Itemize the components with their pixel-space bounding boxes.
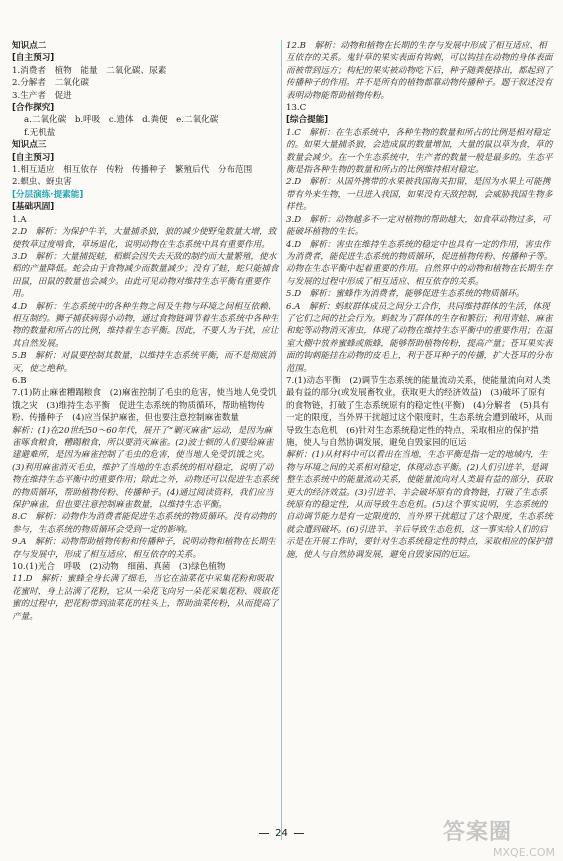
answer-line: 1.A	[12, 214, 27, 225]
answer-line: 解析：(1)从材料中可以看出在当地，生态平衡是指一定的地域内，生物与环境之间的关系相对稳定，体现动态平衡。(2)人们引进羊，是调整生态系统中的能量流动关系，使能量流向对人类最有益的部分，获取更大的经济效益。(3)引进羊、羊会破坏原有的食物链，打破了生态系统原有的稳定性，从而导致生态危机。(5)这个事实说明，生态系统的自动调节能力是有一定限度的，当外界干扰超过了这个限度，生态系统就会遭到破坏。(6)引进羊、羊后导致生态危机，这一事实给人们的启示是在开展工作时，要针对生态系统稳定性的特点，采取相应的保护措施，使人与自然协调发展，避免自毁家园的厄运。	[286, 450, 553, 560]
answer-line: [综合提能]	[286, 115, 329, 126]
answer-line: 1.消费者 植物 能量 二氧化碳、尿素	[12, 65, 167, 76]
answer-line: a.二氧化碳 b.呼吸 c.遗体 d.粪便 e.二氧化碳	[24, 115, 219, 126]
answer-line: 2.D 解析：为保护牛羊，大量捕杀狼，狼的减少使野兔数量大增，致使牧草过度啃食，草场退化，说明动物在生态系统中具有重要作用。	[12, 227, 277, 250]
answer-line: 9.A 解析：动物帮助植物传粉和传播种子，说明动物和植物在长期生存与发展中，形成了相互适应、相互依存的关系。	[12, 537, 276, 560]
answer-line: 6.B	[12, 375, 27, 386]
answer-line: 3.D 解析：大量捕捉蛙，稻螟会因失去天敌的制约而大量繁殖，使水稻的产量降低。蛇会由于食物减少而数量减少；没有了蛙，蛇只能捕食田鼠，田鼠的数量也会减少。由此可见动物对维持生态平衡有重要作用。	[12, 251, 279, 300]
answer-line: 13.C	[286, 103, 307, 114]
answer-line: 4.D 解析：生态系统中的各种生物之间及生物与环境之间相互依赖、相互制约。狮子捕获病弱小动物，通过食物链调节着生态系统中各种生物的数量和所占的比例，维持着生态平衡。因此，不要人为干扰，应让其自然发展。	[12, 301, 279, 349]
right-column	[286, 40, 554, 561]
answer-line: 知识点三	[12, 140, 47, 151]
answer-line: 解析：(1)在20世纪50～60年代，展开了“剿灭麻雀”运动，是因为麻雀啄食粮食，糟蹋粮食，所以要消灭麻雀。(2)波士顿的人们要给麻雀建避难所，是因为麻雀控制了毛虫的危害，使当地人免受饥饿之灾。(3)利用麻雀消灭毛虫，维护了当地的生态系统的相对稳定，说明了动物在维持生态平衡中的重要作用；除此之外，动物还可以促进生态系统的物质循环，帮助植物传粉、传播种子。(4)通过阅读资料，我们应当保护麻雀，但也要注意控制麻雀数量，以维持生态平衡。	[12, 425, 279, 511]
left-column	[12, 40, 280, 623]
answer-line: [自主预习]	[12, 152, 55, 163]
answer-line: 11.D 解析：蜜蜂全身长满了细毛，当它在油菜花中采集花粉和吸取花蜜时，身上沾满了花粉，它从一朵花飞向另一朵花采集花粉、吸取花蜜的过程中，把花粉带到油菜花的柱头上，帮助油菜传粉，从而提高了产量。	[12, 574, 279, 622]
answer-line: 6.A 解析：蚂蚁群体成员之间分工合作，共同维持群体的生活，体现了它们之间的社会行为。蚂蚁为了群体的生存和繁衍；利用青蛙、麻雀和蛇等动物消灭害虫，体现了动物在维持生态平衡中的重要作用；在温室大棚中放养蜜蜂或熊蜂，能够帮助植物传粉，提高产量；苍耳果实表面的钩刺能挂在动物的皮毛上，利于苍耳种子的传播，扩大苍耳的分布范围。	[286, 301, 553, 374]
answer-line: f.无机盐	[24, 127, 56, 138]
answer-line: 5.B 解析：对鼠要控制其数量，以维持生态系统平衡，而不是彻底消灭，使之绝种。	[12, 351, 276, 374]
answer-line: 知识点二	[12, 41, 47, 51]
answer-line: [基础巩固]	[12, 202, 55, 213]
answer-line: 8.C 解析：动物作为消费者能促进生态系统的物质循环。没有动物的参与，生态系统的物质循环会受到一定的影响。	[12, 512, 276, 535]
page-number-text: 24	[275, 828, 288, 839]
answer-line: 2.D 解析：从国外携带的水果被我国海关扣留，是因为水果上可能携带有外来生物，一旦进入我国，如果没有天敌控制，会威胁我国生物多样性。	[286, 177, 553, 213]
answer-line: 1.C 解析：在生态系统中，各种生物的数量和所占的比例是相对稳定的。如果大量捕杀狼，会造成鼠的数量增加，大量的鼠以草为食，草的数量会减少。在一个生态系统中，生产者的数量一般是最多的。生态平衡是指各种生物的数量和所占的比例维持相对稳定。	[286, 127, 553, 176]
watermark-line2: MXQE.COM	[493, 846, 555, 859]
answer-line: [自主预习]	[12, 53, 55, 64]
column-divider	[281, 40, 282, 840]
watermark-line1: 答案圈	[443, 820, 513, 845]
answer-line: 7.(1)动态平衡 (2)调节生态系统的能量流动关系，使能量流向对人类最有益的部分(或发展畜牧业，获取更大的经济效益) (3)破坏了原有的食物链，打破了生态系统原有的稳定性(平衡) (4)分解者 (5)具有一定的限度，当外界干扰超过这个限度时，生态系统会遭到破坏，从而导致生态危机 (6)针对生态系统稳定性的特点，采取相应的保护措施，使人与自然协调发展，避免自毁家园的厄运	[286, 375, 553, 448]
answer-line: 5.D 解析：蜜蜂作为消费者，能够促进生态系统的物质循环。	[286, 289, 525, 300]
answer-line: 10.(1)光合 呼吸 (2)动物 细菌、真菌 (3)绿色植物	[12, 562, 226, 573]
answer-line: 7.(1)防止麻雀糟蹋粮食 (2)麻雀控制了毛虫的危害，使当地人免受饥饿之灾 (3)维持生态平衡 促进生态系统的物质循环，帮助植物传粉、传播种子 (4)应当保护麻雀，但也要注意控制麻雀数量	[12, 388, 277, 424]
answer-line: 3.生产者 促进	[12, 90, 72, 101]
answer-line: 2.螟虫、蚜虫害	[12, 177, 72, 188]
watermark-logo	[443, 815, 555, 859]
answer-line: 2.分解者 二氧化碳	[12, 78, 89, 89]
answer-line: [分层演练·提素能]	[12, 189, 84, 200]
answer-line: 12.B 解析：动物和植物在长期的生存与发展中形成了相互适应、相互依存的关系。鬼针草的果实表面有钩刺，可以钩挂在动物的身体表面而被带到远方；构杞的果实被动物吃下后，种子随粪便排出，都起到了传播种子的作用。并不是所有的植物都靠动物传播种子。题干叙述没有表明动物能帮助植物传粉。	[286, 41, 553, 101]
answer-line: 4.D 解析：害虫在维持生态系统的稳定中也具有一定的作用，害虫作为消费者，能促进生态系统的物质循环，促进植物传粉、传播种子等。动物在生态平衡中起着重要的作用。自然界中的动物和植物在长期生存与发展的过程中形成了相互适应、相互依存的关系。	[286, 239, 553, 287]
answer-line: 3.D 解析：动物越多不一定对植物的帮助越大，如食草动物过多，可能破坏植物的生长。	[286, 214, 551, 238]
answer-line: [合作探究]	[12, 103, 55, 114]
answer-line: 1.相互适应 相互依存 传粉 传播种子 繁殖后代 分布范围	[12, 165, 253, 176]
